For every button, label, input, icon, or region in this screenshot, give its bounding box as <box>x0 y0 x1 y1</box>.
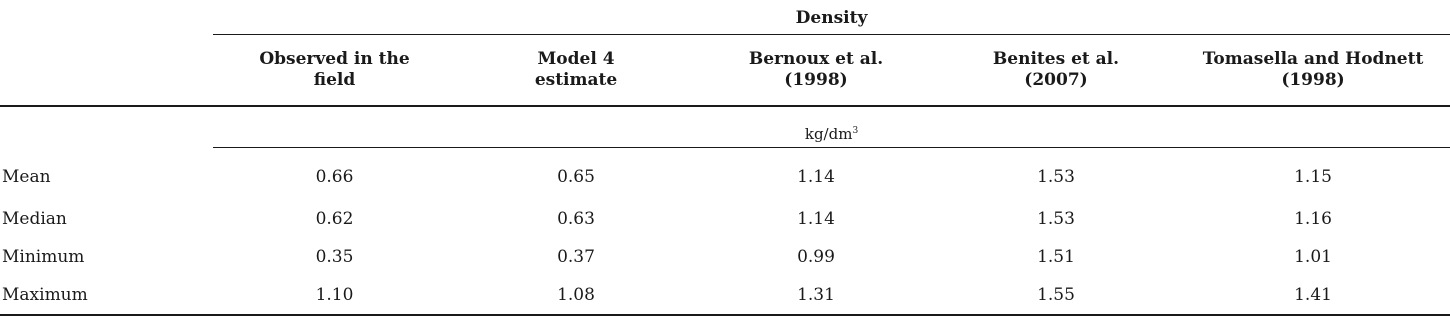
row-label: Minimum <box>2 247 85 267</box>
table-cell: 1.31 <box>696 276 936 315</box>
table-row-mean <box>0 148 1450 201</box>
unit-row <box>0 125 1450 148</box>
table-cell: 1.08 <box>456 276 696 315</box>
table-cell: 1.14 <box>797 209 835 229</box>
table-row-maximum <box>0 276 1450 315</box>
table-cell: 0.99 <box>797 247 835 267</box>
group-header-row <box>0 0 1450 35</box>
column-header-model4 <box>456 35 696 107</box>
column-header-line: (1998) <box>784 70 848 90</box>
unit-superscript: 3 <box>852 126 859 136</box>
table-cell: 0.35 <box>315 247 354 267</box>
column-header-line: (2007) <box>1024 70 1088 90</box>
table-cell: 1.14 <box>797 167 835 187</box>
table-cell: 1.53 <box>1037 167 1075 187</box>
column-header-observed <box>213 35 456 107</box>
table-cell: 1.15 <box>1294 167 1332 187</box>
table-cell: 0.63 <box>557 209 595 229</box>
table-row-median <box>0 200 1450 238</box>
group-header-density: Density <box>213 0 1450 35</box>
column-header-line: Benites et al. <box>992 49 1120 69</box>
unit-stub-blank <box>0 125 213 148</box>
table-cell: 1.16 <box>1294 209 1332 229</box>
table-cell: 1.10 <box>213 276 456 315</box>
column-header-line: estimate <box>534 70 618 90</box>
table-cell: 1.51 <box>1037 247 1075 267</box>
column-header-line: field <box>313 70 356 90</box>
table-cell: 0.65 <box>557 167 595 187</box>
column-header-line: Model 4 <box>537 49 615 69</box>
stub-header-blank-2 <box>0 35 213 107</box>
table-row-minimum <box>0 238 1450 276</box>
stub-header-blank <box>0 0 213 35</box>
table-cell: 1.41 <box>1176 276 1450 315</box>
column-header-line: (1998) <box>1281 70 1345 90</box>
column-header-tomasella <box>1176 35 1450 107</box>
row-label: Maximum <box>0 276 213 315</box>
column-header-benites <box>936 35 1176 107</box>
spacer-row <box>0 106 1450 125</box>
row-label: Mean <box>2 166 51 187</box>
table-cell: 1.53 <box>1037 209 1075 229</box>
row-label: Median <box>2 209 67 229</box>
spacer-cell <box>0 106 1450 125</box>
column-header-line: Observed in the <box>259 49 410 69</box>
table-cell: 0.37 <box>557 247 595 267</box>
column-header-row <box>0 35 1450 107</box>
column-header-line: Bernoux et al. <box>748 49 884 69</box>
table-cell: 0.62 <box>315 209 354 229</box>
unit-label <box>213 125 1450 148</box>
table-cell: 1.55 <box>936 276 1176 315</box>
table-cell: 0.66 <box>315 167 354 187</box>
table-cell: 1.01 <box>1294 247 1332 267</box>
unit-base: kg/dm <box>804 125 853 143</box>
column-header-line: Tomasella and Hodnett <box>1202 49 1424 69</box>
column-header-bernoux <box>696 35 936 107</box>
